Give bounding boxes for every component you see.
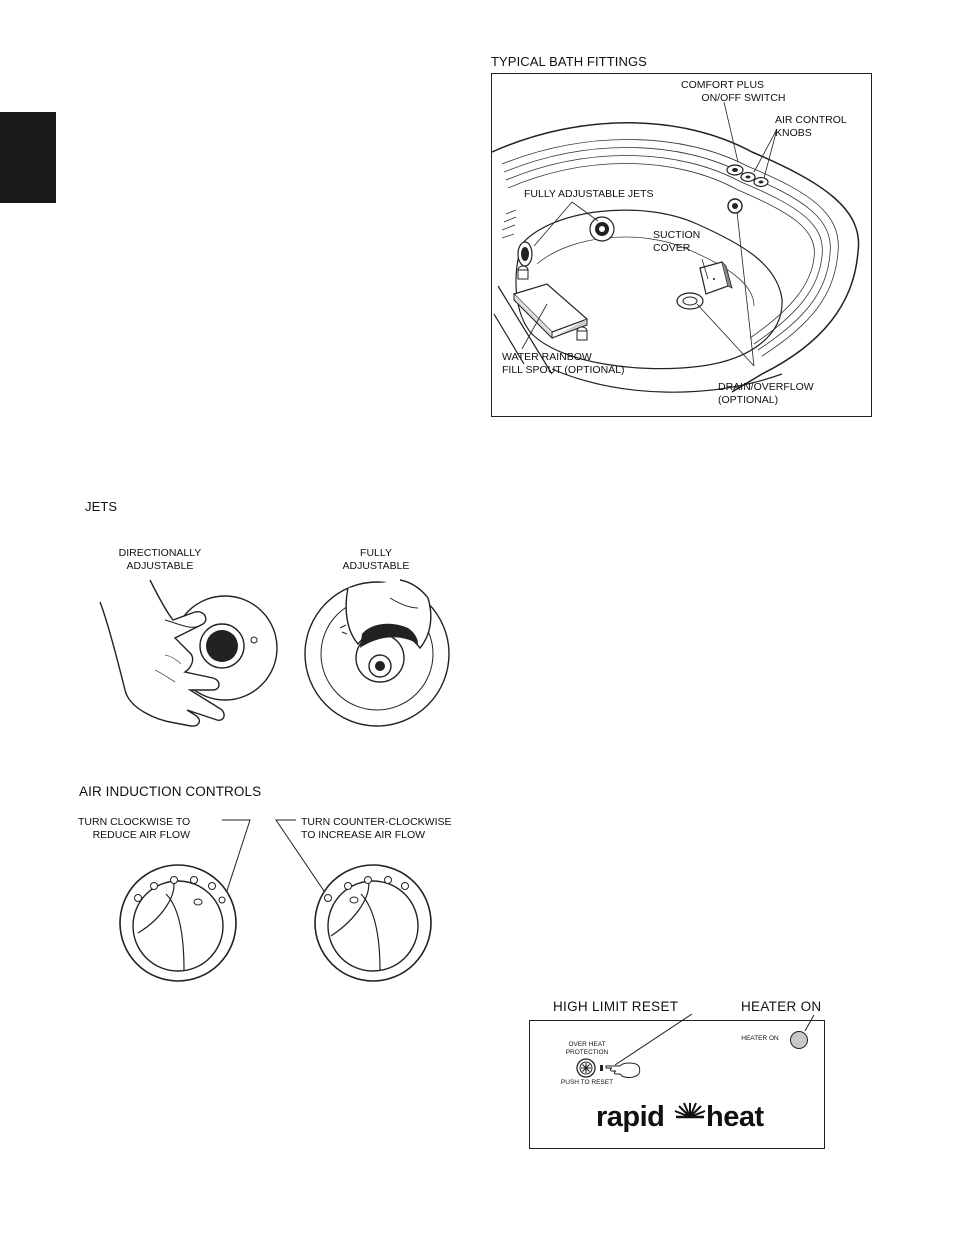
air-control-knobs-illustration [118,818,468,983]
bath-fittings-title: TYPICAL BATH FITTINGS [491,54,647,69]
section-tab-marker [0,112,56,203]
heater-on-title: HEATER ON [741,999,822,1014]
directional-jet-illustration [95,580,275,730]
high-limit-reset-button[interactable] [577,1059,595,1077]
drain-overflow-label: DRAIN/OVERFLOW (OPTIONAL) [718,381,814,406]
heater-on-indicator-light [790,1031,808,1049]
bath-fittings-figure [491,73,872,417]
comfort-plus-switch-label: COMFORT PLUS ON/OFF SWITCH [681,79,786,104]
air-induction-title: AIR INDUCTION CONTROLS [79,784,262,799]
heater-on-small-label: HEATER ON [741,1035,779,1042]
directionally-adjustable-label: DIRECTIONALLY ADJUSTABLE [118,547,202,572]
push-to-reset-label: PUSH TO RESET [560,1079,614,1086]
brand-rapid: rapid [596,1101,665,1133]
jet-icon [518,242,532,266]
fully-adjustable-label: FULLY ADJUSTABLE [342,547,410,572]
air-control-knob-icon [741,173,768,187]
heat-burst-icon [673,1101,707,1135]
suction-cover-icon [700,262,732,294]
comfort-plus-switch-icon [727,165,743,175]
rapid-heat-control-panel [529,1020,825,1149]
counter-clockwise-label: TURN COUNTER-CLOCKWISE TO INCREASE AIR FLOW [301,816,452,841]
high-limit-reset-title: HIGH LIMIT RESET [553,999,679,1014]
rim-fitting-icon [728,199,742,213]
clockwise-label: TURN CLOCKWISE TO REDUCE AIR FLOW [78,816,191,841]
air-control-knob-clockwise-icon [120,865,236,981]
over-heat-protection-label: OVER HEAT PROTECTION [565,1041,609,1056]
brand-heat: heat [706,1101,764,1133]
jets-title: JETS [85,499,118,514]
pointing-hand-icon [606,1063,640,1078]
jet-icon [590,217,614,241]
suction-cover-label: SUCTION COVER [653,229,701,254]
fully-adjustable-jets-label: FULLY ADJUSTABLE JETS [524,188,654,200]
air-control-knob-counter-clockwise-icon [315,865,431,981]
water-rainbow-label: WATER RAINBOW FILL SPOUT (OPTIONAL) [502,351,625,376]
air-control-knobs-label: AIR CONTROL KNOBS [775,114,847,139]
fully-adjustable-jet-illustration [300,578,455,730]
